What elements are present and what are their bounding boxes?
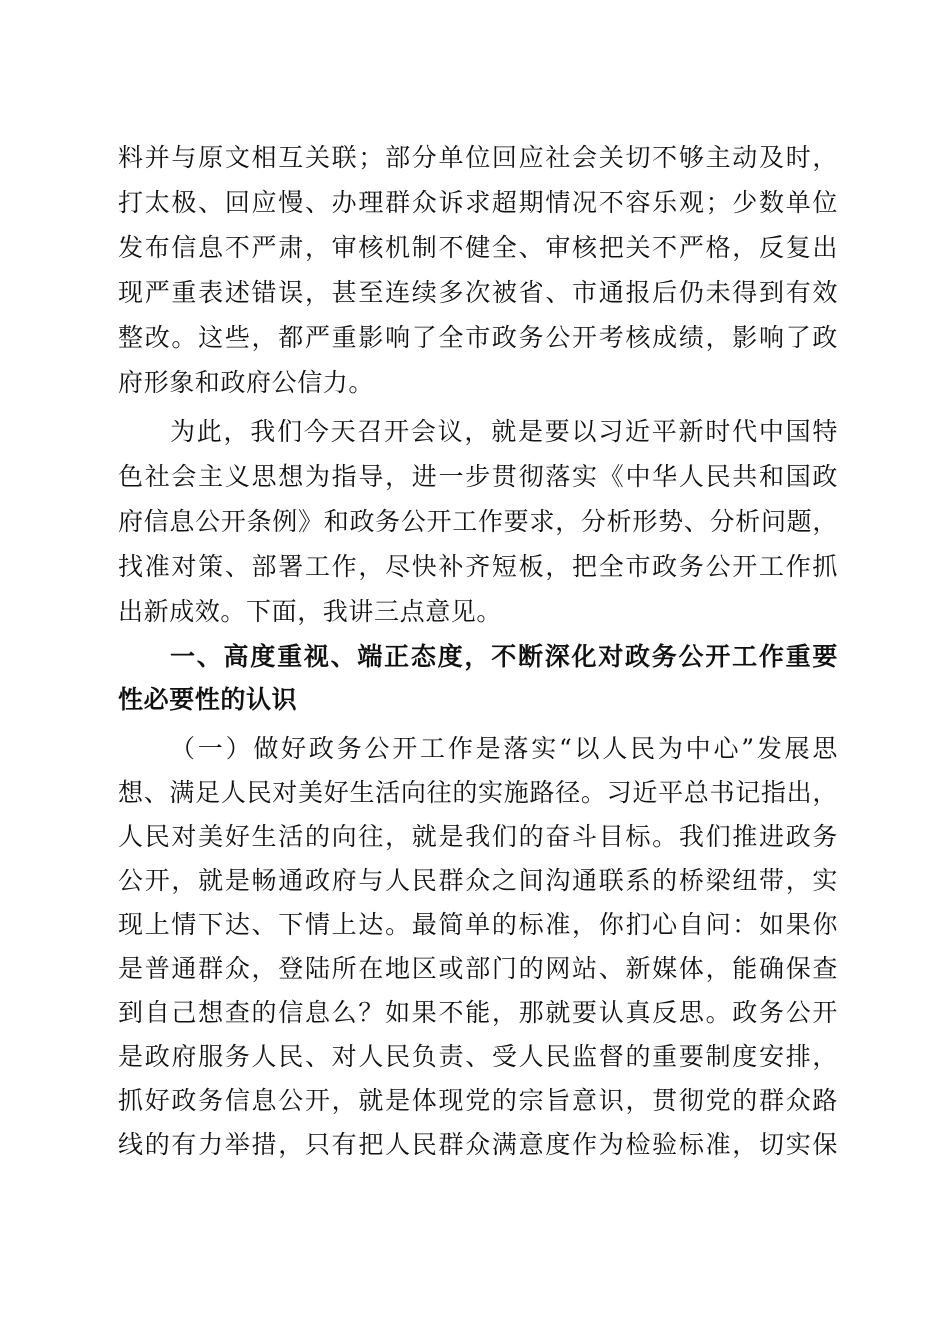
body-text-line: 府形象和政府公信力。 [118,368,375,397]
body-text-line: 公开，就是畅通政府与人民群众之间沟通联系的桥梁纽带，实 [118,866,838,895]
section-heading: 性必要性的认识 [118,685,298,714]
body-text-line: 现上情下达、下情上达。最简单的标准，你扪心自问：如果你 [118,910,838,939]
body-text-line: 府信息公开条例》和政务公开工作要求，分析形势、分析问题， [118,507,838,536]
body-text-line: 是政府服务人民、对人民负责、受人民监督的重要制度安排， [118,1042,838,1071]
body-text-line: 线的有力举措，只有把人民群众满意度作为检验标准，切实保 [118,1130,838,1159]
body-text-line: 想、满足人民对美好生活向往的实施路径。习近平总书记指出， [118,778,838,807]
body-text-line: 抓好政务信息公开，就是体现党的宗旨意识，贯彻党的群众路 [118,1086,838,1115]
body-text-line: 发布信息不严肃，审核机制不健全、审核把关不严格，反复出 [118,233,838,262]
body-text-line: 出新成效。下面，我讲三点意见。 [118,597,503,626]
body-text-line: 打太极、回应慢、办理群众诉求超期情况不容乐观；少数单位 [118,188,838,217]
body-text-line: 料并与原文相互关联；部分单位回应社会关切不够主动及时， [118,143,838,172]
body-text-line: 是普通群众，登陆所在地区或部门的网站、新媒体，能确保查 [118,954,838,983]
body-text-line: 人民对美好生活的向往，就是我们的奋斗目标。我们推进政务 [118,822,838,851]
subsection-first-line: （一）做好政务公开工作是落实“以人民为中心”发展思 [170,734,838,763]
body-text-line: 整改。这些，都严重影响了全市政务公开考核成绩，影响了政 [118,323,838,352]
body-text-line: 现严重表述错误，甚至连续多次被省、市通报后仍未得到有效 [118,278,838,307]
body-text-line: 到自己想查的信息么？如果不能，那就要认真反思。政务公开 [118,998,838,1027]
paragraph-first-line: 为此，我们今天召开会议，就是要以习近平新时代中国特 [170,417,838,446]
body-text-line: 色社会主义思想为指导，进一步贯彻落实《中华人民共和国政 [118,462,838,491]
section-heading: 一、高度重视、端正态度，不断深化对政务公开工作重要 [170,642,838,671]
body-text-line: 找准对策、部署工作，尽快补齐短板，把全市政务公开工作抓 [118,552,838,581]
